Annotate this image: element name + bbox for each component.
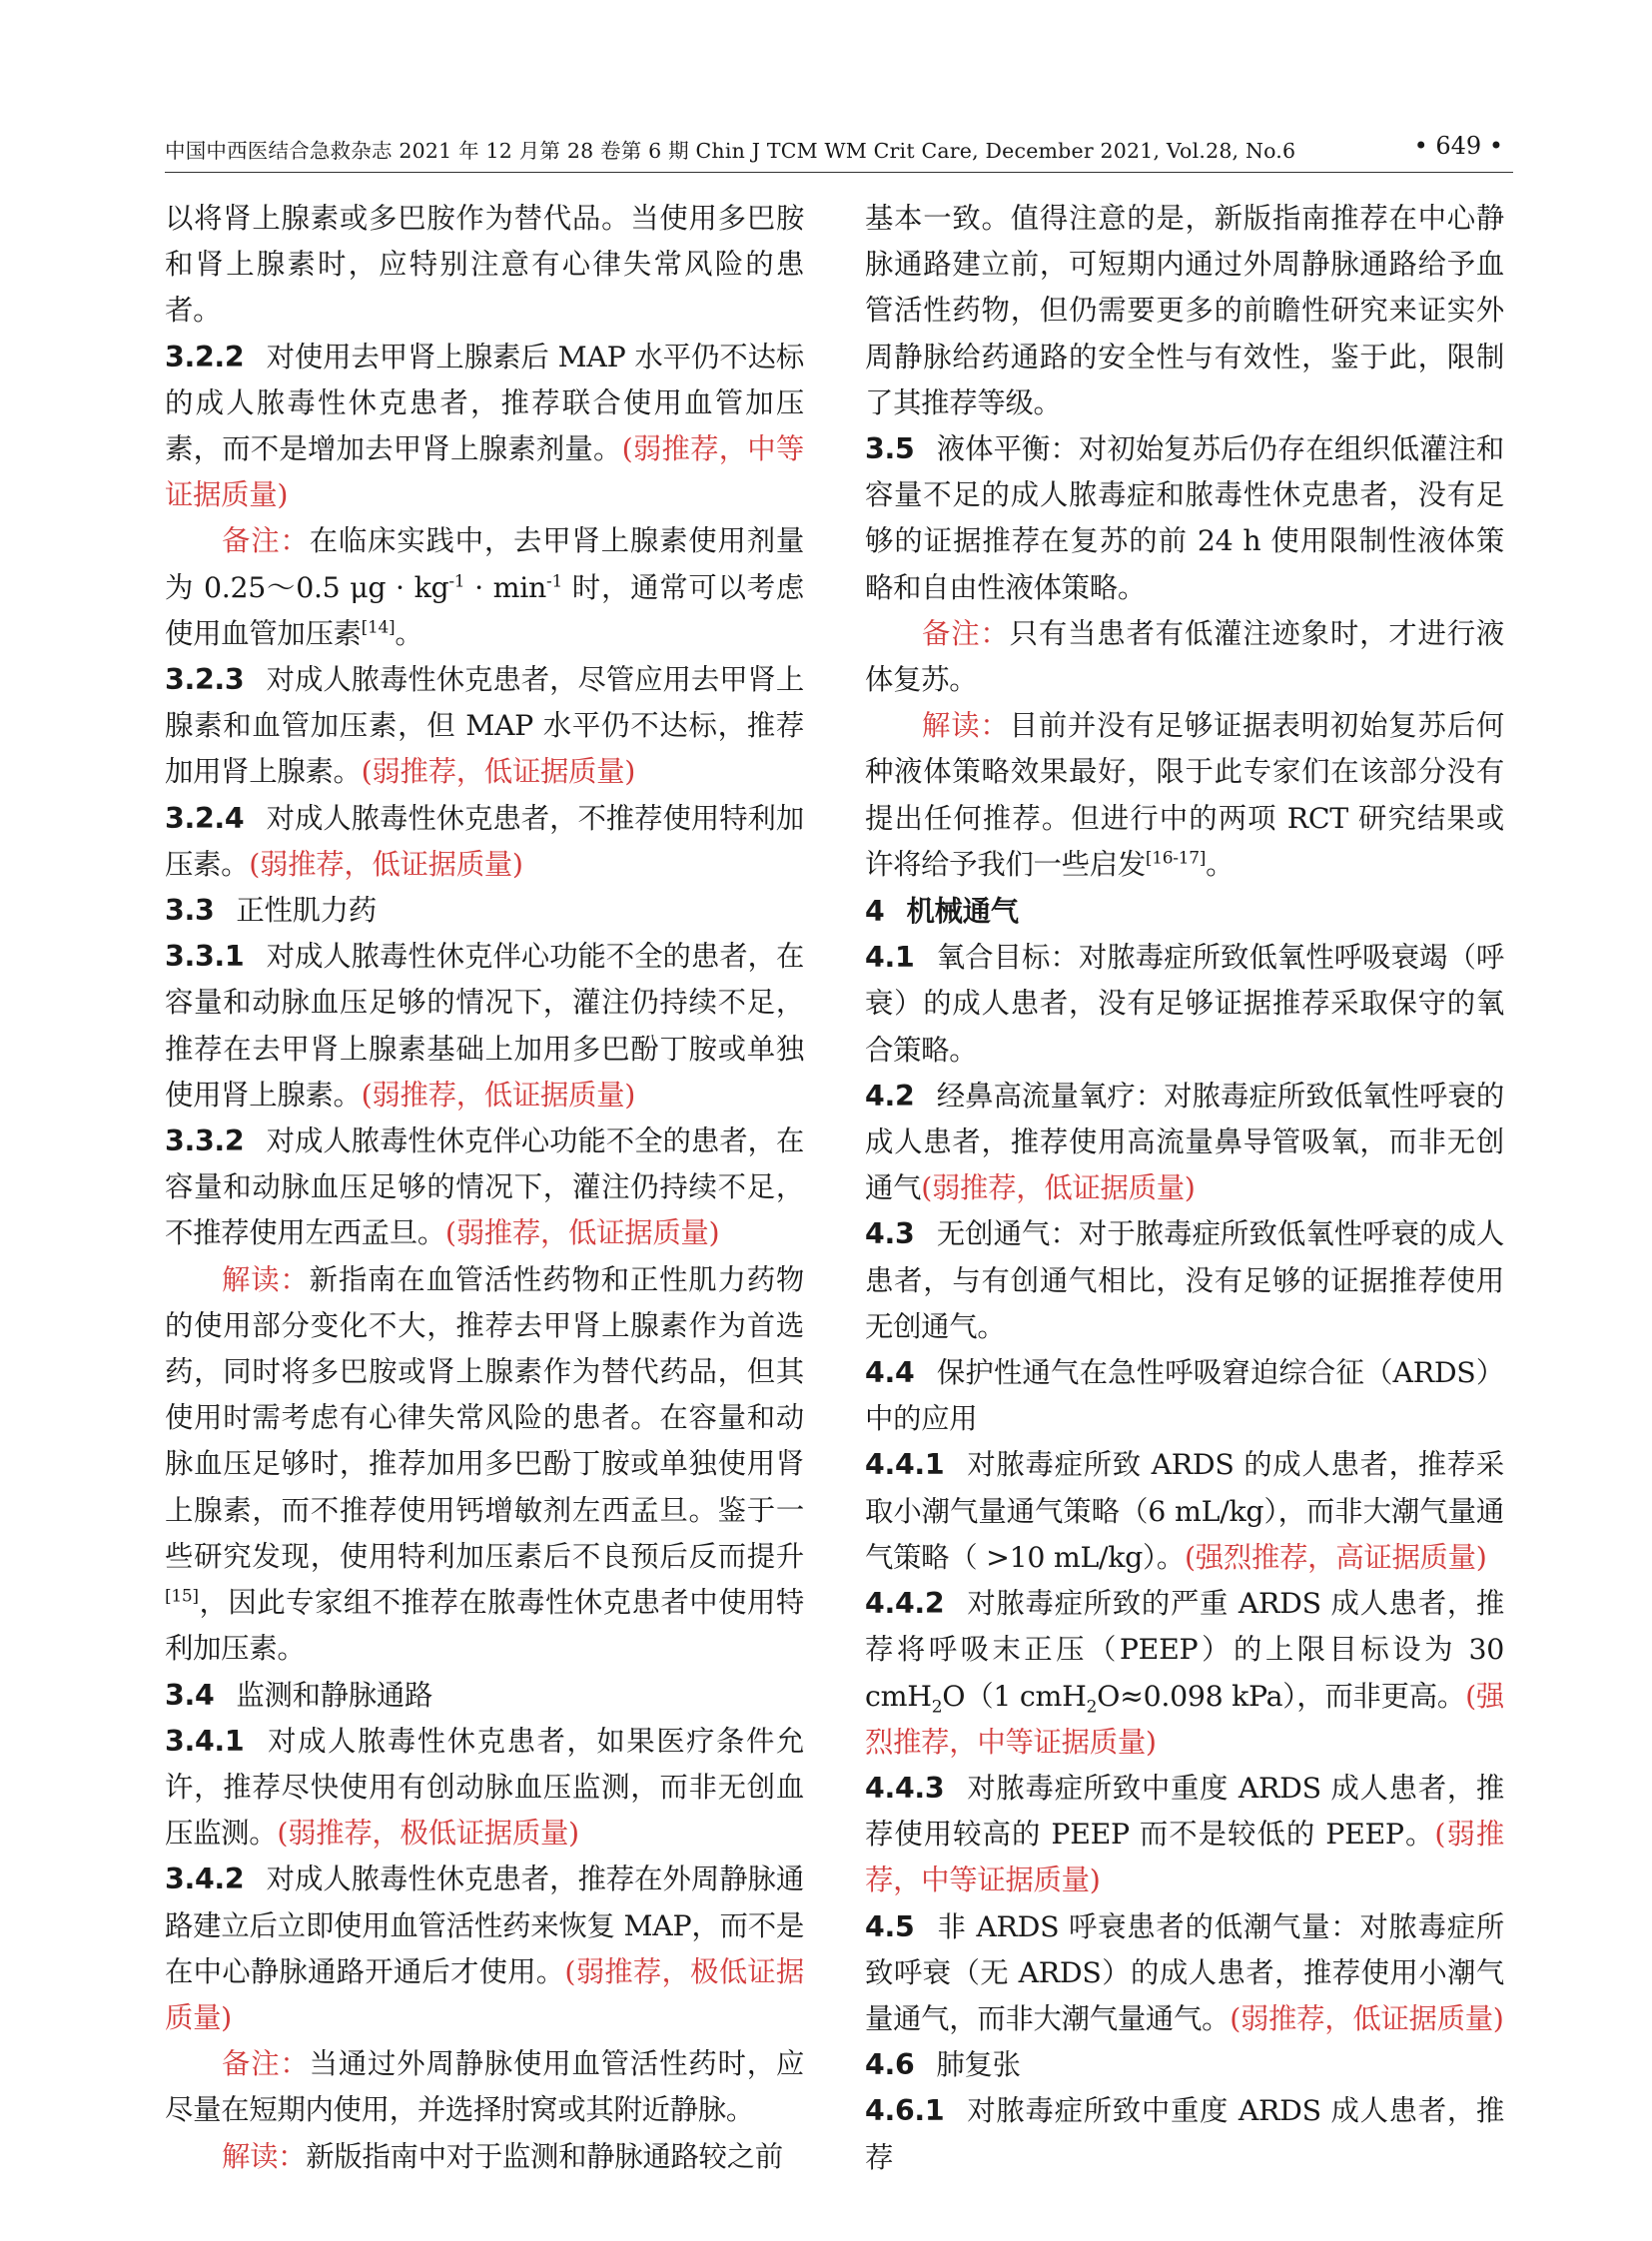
section-number: 4.1 bbox=[865, 941, 915, 975]
interpretation-paragraph bbox=[165, 2134, 804, 2180]
recommendation-text: 对使用去甲肾上腺素后 MAP 水平仍不达标的成人脓毒性休克患者，推荐联合使用血管加压素，而不是增加去甲肾上腺素剂量。 bbox=[165, 340, 804, 466]
note-text: 只有当患者有低灌注迹象时，才进行液体复苏。 bbox=[865, 616, 1504, 697]
section-title: 机械通气 bbox=[906, 894, 1019, 929]
section-number: 3.3.2 bbox=[165, 1124, 245, 1158]
superscript: -1 bbox=[546, 571, 562, 592]
page-number: • 649 • bbox=[1413, 132, 1503, 160]
recommendation-4-2 bbox=[865, 1074, 1504, 1212]
evidence-grade: (弱推荐，低证据质量) bbox=[361, 755, 636, 789]
recommendation-text: 对脓毒症所致中重度 ARDS 成人患者，推荐使用较高的 PEEP 而不是较低的 PEEP。 bbox=[865, 1771, 1504, 1852]
paragraph-text: 以将肾上腺素或多巴胺作为替代品。当使用多巴胺和肾上腺素时，应特别注意有心律失常风险的患者。 bbox=[165, 202, 804, 328]
section-heading-4-4 bbox=[865, 1350, 1504, 1442]
note-paragraph bbox=[165, 2041, 804, 2133]
recommendation-text: 对成人脓毒性休克患者，不推荐使用特利加压素。 bbox=[165, 801, 804, 881]
recommendation-text: 氧合目标：对脓毒症所致低氧性呼吸衰竭（呼衰）的成人患者，没有足够证据推荐采取保守的氧合策略。 bbox=[865, 941, 1504, 1067]
evidence-grade: (弱推荐，低证据质量) bbox=[1230, 2001, 1504, 2035]
interpretation-text: 新版指南中对于监测和静脉通路较之前 bbox=[306, 2139, 783, 2173]
note-text: · min bbox=[464, 570, 547, 604]
recommendation-text: 经鼻高流量氧疗：对脓毒症所致低氧性呼衰的成人患者，推荐使用高流量鼻导管吸氧，而非无创通气 bbox=[865, 1079, 1504, 1205]
evidence-grade: (弱推荐，中等证据质量) bbox=[165, 432, 804, 512]
section-number: 3.3.1 bbox=[165, 940, 245, 974]
section-heading-3-4 bbox=[165, 1673, 804, 1719]
recommendation-4-4-2 bbox=[865, 1581, 1504, 1766]
section-title: 正性肌力药 bbox=[236, 894, 377, 928]
recommendation-4-5 bbox=[865, 1904, 1504, 2043]
interpretation-label: 解读： bbox=[222, 2139, 307, 2173]
interpretation-text: 目前并没有足够证据表明初始复苏后何种液体策略效果最好，限于此专家们在该部分没有提出任何推荐。但进行中的两项 RCT 研究结果或许将给予我们一些启发 bbox=[865, 709, 1504, 881]
evidence-grade: (弱推荐，低证据质量) bbox=[921, 1171, 1196, 1205]
recommendation-text: 对成人脓毒性休克伴心功能不全的患者，在容量和动脉血压足够的情况下，灌注仍持续不足，推荐在去甲肾上腺素基础上加用多巴酚丁胺或单独使用肾上腺素。 bbox=[165, 940, 804, 1112]
section-number: 4.4.3 bbox=[865, 1771, 945, 1805]
section-number: 3.3 bbox=[165, 894, 215, 928]
section-heading-4 bbox=[865, 888, 1504, 935]
recommendation-4-4-1 bbox=[865, 1442, 1504, 1581]
recommendation-text: 对成人脓毒性休克伴心功能不全的患者，在容量和动脉血压足够的情况下，灌注仍持续不足，不推荐使用左西孟旦。 bbox=[165, 1124, 804, 1250]
interpretation-paragraph bbox=[165, 1257, 804, 1673]
recommendation-3-3-2 bbox=[165, 1119, 804, 1257]
recommendation-text: O≈0.098 kPa），而非更高。 bbox=[1097, 1679, 1466, 1713]
recommendation-text: 对成人脓毒性休克患者，如果医疗条件允许，推荐尽快使用有创动脉血压监测，而非无创血压监测。 bbox=[165, 1724, 804, 1851]
evidence-grade: (弱推荐，极低证据质量) bbox=[165, 1954, 804, 2034]
section-number: 4.3 bbox=[865, 1217, 915, 1251]
section-number: 3.2.2 bbox=[165, 340, 245, 374]
recommendation-4-1 bbox=[865, 935, 1504, 1074]
subscript: 2 bbox=[931, 1697, 943, 1718]
interpretation-text: 新指南在血管活性药物和正性肌力药物的使用部分变化不大，推荐去甲肾上腺素作为首选药，同时将多巴胺或肾上腺素作为替代药品，但其使用时需考虑有心律失常风险的患者。在容量和动脉血压足够时，推荐加用多巴酚丁胺或单独使用肾上腺素，而不推荐使用钙增敏剂左西孟旦。鉴于一些研究发现，使用特利加压素后不良预后反而提升 bbox=[165, 1262, 804, 1573]
section-number: 4.5 bbox=[865, 1909, 915, 1943]
right-column bbox=[865, 196, 1504, 2181]
subscript: 2 bbox=[1086, 1697, 1098, 1718]
section-number: 3.2.3 bbox=[165, 663, 245, 697]
recommendation-text: 对成人脓毒性休克患者，尽管应用去甲肾上腺素和血管加压素，但 MAP 水平仍不达标，推荐加用肾上腺素。 bbox=[165, 663, 804, 789]
evidence-grade: (强烈推荐，高证据质量) bbox=[1185, 1540, 1487, 1574]
recommendation-text: 对脓毒症所致 ARDS 的成人患者，推荐采取小潮气量通气策略（6 mL/kg），而非大潮气量通气策略（ >10 mL/kg）。 bbox=[865, 1448, 1504, 1574]
section-title: 监测和静脉通路 bbox=[236, 1678, 433, 1712]
section-number: 4.4.1 bbox=[865, 1448, 945, 1482]
recommendation-text: 无创通气：对于脓毒症所致低氧性呼衰的成人患者，与有创通气相比，没有足够的证据推荐使用无创通气。 bbox=[865, 1217, 1504, 1343]
journal-citation: 中国中西医结合急救杂志 2021 年 12 月第 28 卷第 6 期 Chin J TCM WM Crit Care, December 2021, Vol.28, No.6 bbox=[165, 139, 1296, 163]
recommendation-3-3-1 bbox=[165, 934, 804, 1119]
recommendation-3-2-3 bbox=[165, 657, 804, 796]
left-column bbox=[165, 196, 804, 2180]
recommendation-3-4-2 bbox=[165, 1857, 804, 2041]
recommendation-text: 非 ARDS 呼衰患者的低潮气量：对脓毒症所致呼衰（无 ARDS）的成人患者，推荐使用小潮气量通气，而非大潮气量通气。 bbox=[865, 1909, 1504, 2035]
recommendation-text: 对脓毒症所致中重度 ARDS 成人患者，推荐 bbox=[865, 2094, 1504, 2174]
paragraph-text: 基本一致。值得注意的是，新版指南推荐在中心静脉通路建立前，可短期内通过外周静脉通路给予血管活性药物，但仍需要更多的前瞻性研究来证实外周静脉给药通路的安全性与有效性，鉴于此，限制了其推荐等级。 bbox=[865, 202, 1504, 419]
recommendation-text: O（1 cmH bbox=[942, 1679, 1087, 1713]
note-text: 。 bbox=[395, 616, 423, 650]
section-number: 3.4.2 bbox=[165, 1863, 245, 1896]
citation-ref: [16-17] bbox=[1145, 848, 1207, 869]
evidence-grade: (强烈推荐，中等证据质量) bbox=[865, 1679, 1504, 1759]
note-text: 当通过外周静脉使用血管活性药时，应尽量在短期内使用，并选择肘窝或其附近静脉。 bbox=[165, 2047, 804, 2127]
recommendation-4-4-3 bbox=[865, 1766, 1504, 1904]
section-title: 保护性通气在急性呼吸窘迫综合征（ARDS）中的应用 bbox=[865, 1356, 1504, 1436]
note-paragraph bbox=[165, 518, 804, 657]
recommendation-4-6-1 bbox=[865, 2088, 1504, 2180]
section-number: 4.6 bbox=[865, 2048, 915, 2082]
recommendation-4-3 bbox=[865, 1211, 1504, 1350]
section-number: 4.4.2 bbox=[865, 1587, 945, 1621]
section-number: 3.4.1 bbox=[165, 1724, 245, 1758]
note-label: 备注： bbox=[222, 524, 310, 558]
paragraph bbox=[165, 196, 804, 335]
evidence-grade: (弱推荐，低证据质量) bbox=[249, 847, 523, 881]
recommendation-3-4-1 bbox=[165, 1719, 804, 1858]
recommendation-text: 液体平衡：对初始复苏后仍存在组织低灌注和容量不足的成人脓毒症和脓毒性休克患者，没有足够的证据推荐在复苏的前 24 h 使用限制性液体策略和自由性液体策略。 bbox=[865, 432, 1504, 604]
section-title: 肺复张 bbox=[936, 2048, 1021, 2082]
note-label: 备注： bbox=[222, 2047, 310, 2081]
section-number: 4.2 bbox=[865, 1079, 915, 1113]
note-text: 在临床实践中，去甲肾上腺素使用剂量为 0.25～0.5 μg · kg bbox=[165, 524, 804, 604]
superscript: -1 bbox=[448, 571, 465, 592]
section-heading-3-3 bbox=[165, 888, 804, 934]
evidence-grade: (弱推荐，低证据质量) bbox=[361, 1078, 636, 1112]
note-label: 备注： bbox=[922, 616, 1010, 650]
section-number: 4.6.1 bbox=[865, 2094, 945, 2128]
recommendation-3-2-2 bbox=[165, 335, 804, 519]
interpretation-label: 解读： bbox=[222, 1262, 310, 1296]
recommendation-text: 对脓毒症所致的严重 ARDS 成人患者，推荐将呼吸末正压（PEEP）的上限目标设为 30 cmH bbox=[865, 1587, 1504, 1713]
evidence-grade: (弱推荐，中等证据质量) bbox=[865, 1818, 1504, 1897]
evidence-grade: (弱推荐，极低证据质量) bbox=[277, 1817, 579, 1851]
citation-ref: [14] bbox=[361, 617, 396, 638]
section-number: 3.5 bbox=[865, 432, 915, 466]
note-paragraph bbox=[865, 611, 1504, 703]
section-heading-4-6 bbox=[865, 2042, 1504, 2088]
interpretation-label: 解读： bbox=[922, 709, 1010, 743]
citation-ref: [15] bbox=[165, 1586, 199, 1607]
note-text: 时，通常可以考虑使用血管加压素 bbox=[165, 570, 805, 650]
evidence-grade: (弱推荐，低证据质量) bbox=[444, 1216, 720, 1250]
section-number: 3.4 bbox=[165, 1678, 215, 1712]
interpretation-paragraph bbox=[865, 703, 1504, 888]
running-header bbox=[165, 132, 1513, 173]
paragraph bbox=[865, 196, 1504, 426]
recommendation-text: 对成人脓毒性休克患者，推荐在外周静脉通路建立后立即使用血管活性药来恢复 MAP，而不是在中心静脉通路开通后才使用。 bbox=[165, 1863, 804, 1988]
section-number: 4.4 bbox=[865, 1356, 915, 1390]
recommendation-3-2-4 bbox=[165, 796, 804, 888]
interpretation-text: 。 bbox=[1206, 847, 1235, 881]
interpretation-text: ，因此专家组不推荐在脓毒性休克患者中使用特利加压素。 bbox=[165, 1586, 804, 1666]
recommendation-3-5 bbox=[865, 426, 1504, 611]
section-number: 4 bbox=[865, 895, 885, 929]
section-number: 3.2.4 bbox=[165, 801, 245, 835]
